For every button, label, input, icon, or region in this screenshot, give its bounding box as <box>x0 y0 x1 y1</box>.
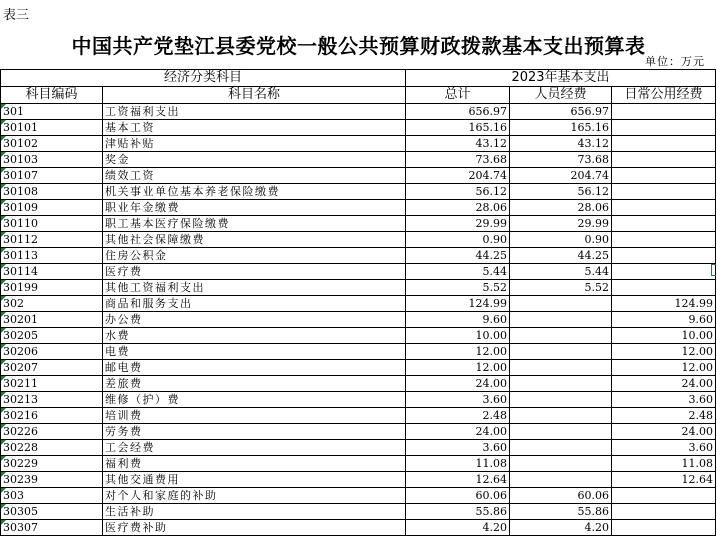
row-public[interactable] <box>612 280 716 296</box>
page-title: 中国共产党垫江县委党校一般公共预算财政拨款基本支出预算表 <box>71 34 646 58</box>
row-code[interactable]: 302 <box>1 296 103 312</box>
row-total[interactable]: 9.60 <box>406 312 510 328</box>
row-public[interactable]: 11.08 <box>612 456 716 472</box>
row-name[interactable]: 电费 <box>103 344 406 360</box>
header-group-2023: 2023年基本支出 <box>406 70 716 87</box>
row-personnel[interactable] <box>510 360 612 376</box>
row-name[interactable]: 医疗费补助 <box>103 520 406 536</box>
row-public[interactable]: 24.00 <box>612 376 716 392</box>
row-name[interactable]: 工会经费 <box>103 440 406 456</box>
row-public[interactable] <box>612 264 716 280</box>
row-total[interactable]: 60.06 <box>406 488 510 504</box>
row-total[interactable]: 5.52 <box>406 280 510 296</box>
row-public[interactable] <box>612 104 716 120</box>
row-code[interactable]: 30205 <box>1 328 103 344</box>
table-row[interactable] <box>1 216 716 232</box>
row-total[interactable]: 5.44 <box>406 264 510 280</box>
row-public[interactable] <box>612 120 716 136</box>
header-name: 科目名称 <box>103 87 406 104</box>
row-name[interactable]: 津贴补贴 <box>103 136 406 152</box>
table-row[interactable] <box>1 344 716 360</box>
table-row[interactable] <box>1 168 716 184</box>
table-label: 表三 <box>3 8 30 23</box>
table-row[interactable] <box>1 264 716 280</box>
row-personnel[interactable] <box>510 344 612 360</box>
row-name[interactable]: 职业年金缴费 <box>103 200 406 216</box>
row-name[interactable]: 办公费 <box>103 312 406 328</box>
table-row[interactable] <box>1 520 716 536</box>
row-personnel[interactable]: 5.52 <box>510 280 612 296</box>
row-code[interactable]: 30112 <box>1 232 103 248</box>
row-total[interactable]: 12.00 <box>406 360 510 376</box>
row-personnel[interactable]: 55.86 <box>510 504 612 520</box>
row-name[interactable]: 奖金 <box>103 152 406 168</box>
row-name[interactable]: 培训费 <box>103 408 406 424</box>
row-personnel[interactable]: 656.97 <box>510 104 612 120</box>
row-code[interactable]: 30113 <box>1 248 103 264</box>
header-total: 总计 <box>406 87 510 104</box>
row-total[interactable]: 55.86 <box>406 504 510 520</box>
row-name[interactable]: 对个人和家庭的补助 <box>103 488 406 504</box>
table-row[interactable] <box>1 424 716 440</box>
row-name[interactable]: 商品和服务支出 <box>103 296 406 312</box>
row-code[interactable]: 30211 <box>1 376 103 392</box>
cell-selection-marker <box>711 264 716 276</box>
row-total[interactable]: 28.06 <box>406 200 510 216</box>
row-public[interactable]: 124.99 <box>612 296 716 312</box>
row-name[interactable]: 劳务费 <box>103 424 406 440</box>
row-code[interactable]: 30114 <box>1 264 103 280</box>
table-row[interactable] <box>1 376 716 392</box>
row-personnel[interactable]: 29.99 <box>510 216 612 232</box>
row-public[interactable] <box>612 136 716 152</box>
table-row[interactable] <box>1 152 716 168</box>
row-public[interactable] <box>612 216 716 232</box>
row-code[interactable]: 30108 <box>1 184 103 200</box>
row-total[interactable]: 124.99 <box>406 296 510 312</box>
row-total[interactable]: 3.60 <box>406 392 510 408</box>
row-name[interactable]: 其他工资福利支出 <box>103 280 406 296</box>
row-code[interactable]: 30305 <box>1 504 103 520</box>
row-personnel[interactable]: 56.12 <box>510 184 612 200</box>
row-public[interactable]: 24.00 <box>612 424 716 440</box>
header-personnel: 人员经费 <box>510 87 612 104</box>
row-total[interactable]: 56.12 <box>406 184 510 200</box>
row-total[interactable]: 11.08 <box>406 456 510 472</box>
row-code[interactable]: 303 <box>1 488 103 504</box>
row-public[interactable] <box>612 184 716 200</box>
row-personnel[interactable] <box>510 440 612 456</box>
row-personnel[interactable] <box>510 456 612 472</box>
row-total[interactable]: 24.00 <box>406 424 510 440</box>
header-public: 日常公用经费 <box>612 87 716 104</box>
budget-table <box>0 69 716 536</box>
row-total[interactable]: 12.64 <box>406 472 510 488</box>
row-name[interactable]: 医疗费 <box>103 264 406 280</box>
row-total[interactable]: 2.48 <box>406 408 510 424</box>
row-total[interactable]: 3.60 <box>406 440 510 456</box>
table-row[interactable] <box>1 328 716 344</box>
row-code[interactable]: 30109 <box>1 200 103 216</box>
row-total[interactable]: 73.68 <box>406 152 510 168</box>
row-personnel[interactable] <box>510 408 612 424</box>
row-public[interactable]: 3.60 <box>612 440 716 456</box>
table-row[interactable] <box>1 504 716 520</box>
row-name[interactable]: 其他社会保障缴费 <box>103 232 406 248</box>
row-personnel[interactable] <box>510 328 612 344</box>
table-row[interactable] <box>1 184 716 200</box>
row-name[interactable]: 绩效工资 <box>103 168 406 184</box>
row-public[interactable]: 9.60 <box>612 312 716 328</box>
row-code[interactable]: 30239 <box>1 472 103 488</box>
row-code[interactable]: 30107 <box>1 168 103 184</box>
row-code[interactable]: 30206 <box>1 344 103 360</box>
row-public[interactable] <box>612 152 716 168</box>
row-code[interactable]: 30102 <box>1 136 103 152</box>
table-row[interactable] <box>1 392 716 408</box>
row-total[interactable]: 204.74 <box>406 168 510 184</box>
row-name[interactable]: 基本工资 <box>103 120 406 136</box>
row-name[interactable]: 工资福利支出 <box>103 104 406 120</box>
row-public[interactable] <box>612 504 716 520</box>
row-name[interactable]: 住房公积金 <box>103 248 406 264</box>
row-name[interactable]: 职工基本医疗保险缴费 <box>103 216 406 232</box>
row-public[interactable]: 12.64 <box>612 472 716 488</box>
row-personnel[interactable]: 73.68 <box>510 152 612 168</box>
unit-label: 单位：万元 <box>645 55 705 68</box>
row-personnel[interactable] <box>510 472 612 488</box>
row-total[interactable]: 44.25 <box>406 248 510 264</box>
row-code[interactable]: 30213 <box>1 392 103 408</box>
row-public[interactable]: 12.00 <box>612 344 716 360</box>
row-name[interactable]: 生活补助 <box>103 504 406 520</box>
row-total[interactable]: 656.97 <box>406 104 510 120</box>
table-row[interactable] <box>1 232 716 248</box>
row-code[interactable]: 30110 <box>1 216 103 232</box>
row-code[interactable]: 30228 <box>1 440 103 456</box>
row-code[interactable]: 30226 <box>1 424 103 440</box>
table-row[interactable] <box>1 408 716 424</box>
row-personnel[interactable]: 4.20 <box>510 520 612 536</box>
row-public[interactable] <box>612 232 716 248</box>
table-row[interactable] <box>1 136 716 152</box>
row-personnel[interactable] <box>510 376 612 392</box>
row-public[interactable]: 10.00 <box>612 328 716 344</box>
row-personnel[interactable]: 43.12 <box>510 136 612 152</box>
row-personnel[interactable] <box>510 312 612 328</box>
row-public[interactable] <box>612 248 716 264</box>
row-code[interactable]: 30216 <box>1 408 103 424</box>
row-total[interactable]: 4.20 <box>406 520 510 536</box>
row-name[interactable]: 水费 <box>103 328 406 344</box>
row-total[interactable]: 12.00 <box>406 344 510 360</box>
row-name[interactable]: 邮电费 <box>103 360 406 376</box>
table-row[interactable] <box>1 488 716 504</box>
row-personnel[interactable]: 44.25 <box>510 248 612 264</box>
row-code[interactable]: 30101 <box>1 120 103 136</box>
row-code[interactable]: 30207 <box>1 360 103 376</box>
row-personnel[interactable]: 165.16 <box>510 120 612 136</box>
row-personnel[interactable] <box>510 392 612 408</box>
row-personnel[interactable]: 204.74 <box>510 168 612 184</box>
row-total[interactable]: 29.99 <box>406 216 510 232</box>
header-group-economic: 经济分类科目 <box>1 70 406 87</box>
row-personnel[interactable]: 60.06 <box>510 488 612 504</box>
row-total[interactable]: 24.00 <box>406 376 510 392</box>
table-row[interactable] <box>1 248 716 264</box>
table-row[interactable] <box>1 280 716 296</box>
row-name[interactable]: 其他交通费用 <box>103 472 406 488</box>
row-public[interactable]: 12.00 <box>612 360 716 376</box>
row-public[interactable] <box>612 520 716 536</box>
table-row[interactable] <box>1 312 716 328</box>
row-code[interactable]: 301 <box>1 104 103 120</box>
row-code[interactable]: 30201 <box>1 312 103 328</box>
row-total[interactable]: 0.90 <box>406 232 510 248</box>
row-personnel[interactable]: 5.44 <box>510 264 612 280</box>
row-total[interactable]: 165.16 <box>406 120 510 136</box>
row-code[interactable]: 30199 <box>1 280 103 296</box>
row-public[interactable]: 3.60 <box>612 392 716 408</box>
row-personnel[interactable]: 0.90 <box>510 232 612 248</box>
row-public[interactable] <box>612 488 716 504</box>
row-name[interactable]: 差旅费 <box>103 376 406 392</box>
row-name[interactable]: 机关事业单位基本养老保险缴费 <box>103 184 406 200</box>
row-name[interactable]: 福利费 <box>103 456 406 472</box>
row-total[interactable]: 10.00 <box>406 328 510 344</box>
table-row[interactable] <box>1 472 716 488</box>
row-name[interactable]: 维修（护）费 <box>103 392 406 408</box>
row-personnel[interactable] <box>510 296 612 312</box>
row-public[interactable]: 2.48 <box>612 408 716 424</box>
table-row[interactable] <box>1 360 716 376</box>
row-public[interactable] <box>612 168 716 184</box>
table-row[interactable] <box>1 456 716 472</box>
row-total[interactable]: 43.12 <box>406 136 510 152</box>
table-row[interactable] <box>1 440 716 456</box>
header-code: 科目编码 <box>1 87 103 104</box>
table-row[interactable] <box>1 104 716 120</box>
row-code[interactable]: 30307 <box>1 520 103 536</box>
row-code[interactable]: 30229 <box>1 456 103 472</box>
table-row[interactable] <box>1 120 716 136</box>
row-personnel[interactable] <box>510 424 612 440</box>
row-public[interactable] <box>612 200 716 216</box>
row-code[interactable]: 30103 <box>1 152 103 168</box>
row-personnel[interactable]: 28.06 <box>510 200 612 216</box>
table-row[interactable] <box>1 200 716 216</box>
table-row[interactable] <box>1 296 716 312</box>
